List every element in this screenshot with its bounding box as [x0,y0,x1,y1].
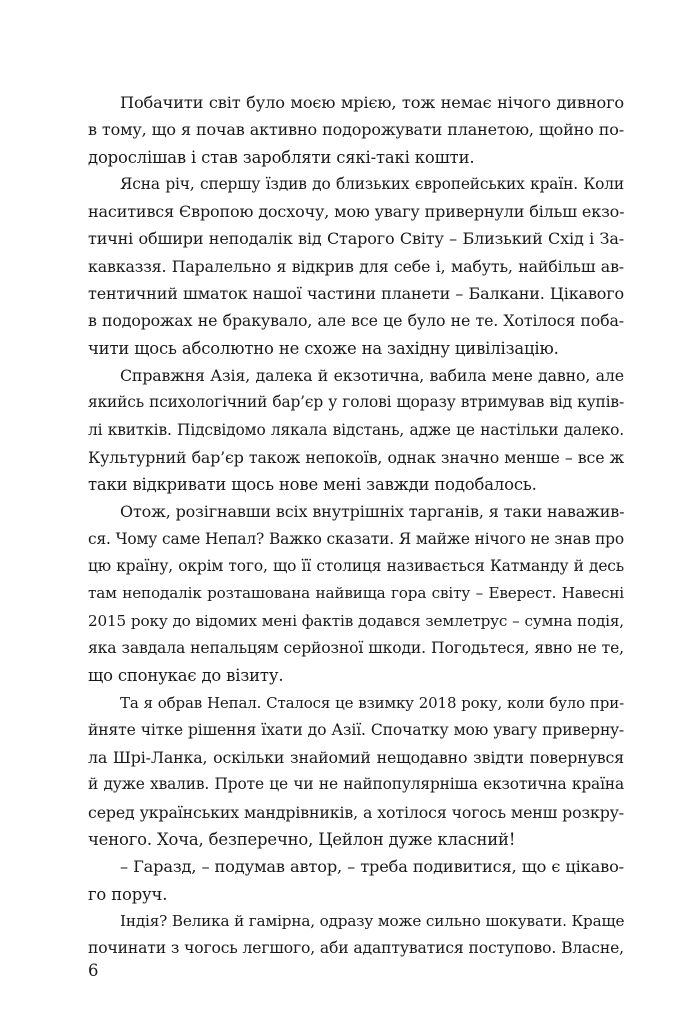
text-line: ся. Чому саме Непал? Важко сказати. Я майже нічого не знав про [88,529,624,548]
text-line: ла Шрі-Ланка, оскільки знайомий нещодавно звідти повернувся [88,748,624,768]
text-line: Та я обрав Непал. Сталося це взимку 2018 року, коли було при- [120,693,624,712]
text-line: кавказзя. Паралельно я відкрив для себе і, мабуть, найбільш ав- [88,256,624,276]
paragraph [88,362,624,498]
text-line: там неподалік розташована найвища гора світу – Еверест. Навесні [88,584,624,603]
text-line: починати з чогось легшого, аби адаптуватися поступово. Власне, [88,939,624,958]
text-line: й дуже хвалив. Проте це чи не найпопулярніша екзотична країна [88,775,624,794]
text-line: тичні обшири неподалік від Старого Світу – Близький Схід і За- [88,229,624,249]
text-line: йняте чітке рішення їхати до Азії. Спочатку мою увагу привернy- [88,720,624,739]
paragraph [88,171,624,362]
page-number: 6 [88,961,99,980]
text-line: в тому, що я почав активно подорожувати планетою, щойно по- [88,120,624,140]
paragraph [88,690,624,854]
paragraph [88,908,624,963]
text-line: лі квитків. Підсвідомо лякала відстань, адже це настільки далеко. [88,420,624,439]
body-text [88,89,624,963]
text-line: – Гаразд, – подумав автор, – треба подивитися, що є цікаво- [120,857,624,877]
text-line: яка завдала непальцям серйозної шкоди. Погодьтеся, явно не те, [88,638,624,657]
text-line: чити щось абсолютно не схоже на західну цивілізацію. [88,338,559,358]
paragraph [88,853,624,908]
text-line: якийсь психологічний бар’єр у голові щоразу втримував від купів- [88,393,624,412]
paragraph [88,498,624,689]
text-line: го поруч. [88,884,168,904]
text-line: в подорожах не бракувало, але все це було не те. Хотілося поба- [88,311,624,331]
text-line: Побачити світ було моєю мрією, тож немає нічого дивного [120,93,624,112]
text-line: Культурний бар’єр також непокоїв, однак значно менше – все ж [88,447,624,467]
text-line: серед українських мандрівників, а хотілося чогось менш розкру- [88,802,624,822]
text-line: Справжня Азія, далека й екзотична, вабила мене давно, але [120,365,624,385]
text-line: цю країну, окрім того, що її столиця називається Катманду й десь [88,557,624,576]
text-line: що спонукає до візиту. [88,666,284,686]
text-line: Індія? Велика й гамірна, одразу може сильно шокувати. Краще [120,911,625,930]
text-line: дорослішав і став заробляти сякі-такі кошти. [88,147,475,167]
text-line: тентичний шматок нашої частини планети – Балкани. Цікавого [88,284,624,304]
text-line: Ясна річ, спершу їздив до близьких європейських країн. Коли [120,174,624,193]
text-line: наситився Європою досхочу, мою увагу привернули більш екзо- [88,202,625,222]
paragraph [88,89,624,171]
text-line: Отож, розігнавши всіх внутрішніх тарганів, я таки наважив- [120,502,625,522]
text-line: таки відкривати щось нове мені завжди подобалось. [88,475,537,495]
text-line: 2015 року до відомих мені фактів додався землетрус – сумна подія, [88,611,624,630]
text-line: ченого. Хоча, безперечно, Цейлон дуже класний! [88,830,516,850]
